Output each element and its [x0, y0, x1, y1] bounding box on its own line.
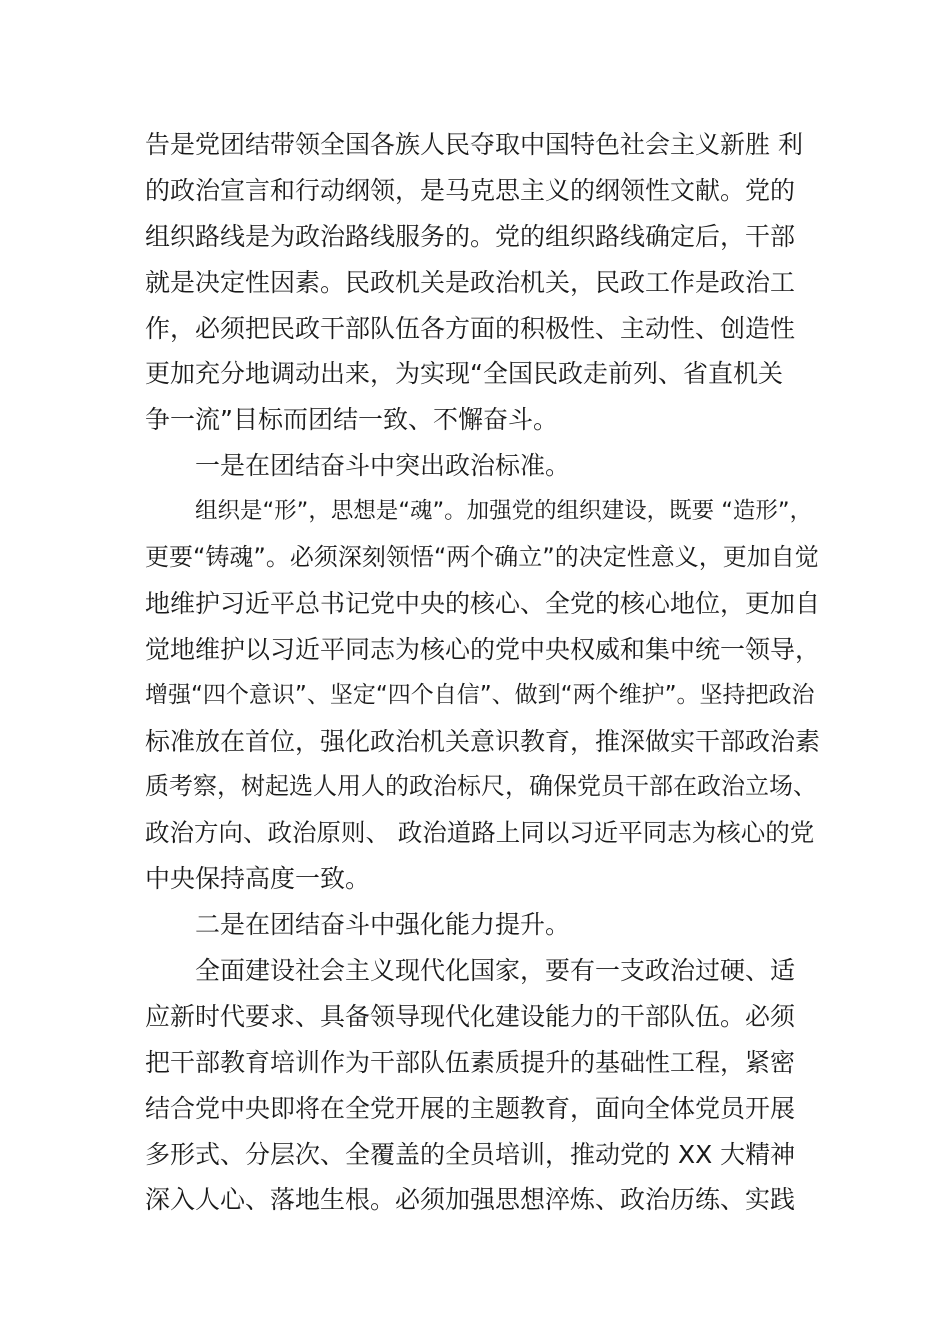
text-line: 应新时代要求、具备领导现代化建设能力的干部队伍。必须: [145, 1001, 796, 1031]
text-line: 更加充分地调动出来，为实现“全国民政走前列、省直机关: [145, 359, 783, 389]
text-line: 政治方向、政治原则、 政治道路上同以习近平同志为核心的党: [145, 818, 815, 848]
text-line: 质考察，树起选人用人的政治标尺，确保党员干部在政治立场、: [145, 772, 817, 801]
text-line: 把干部教育培训作为干部队伍素质提升的基础性工程，紧密: [145, 1047, 796, 1077]
text-line: 多形式、分层次、全覆盖的全员培训，推动党的 XX 大精神: [145, 1139, 796, 1169]
text-line: 地维护习近平总书记党中央的核心、全党的核心地位，更加自: [145, 588, 821, 618]
section-heading-1: 一是在团结奋斗中突出政治标准。: [195, 451, 571, 481]
paragraph-start: 组织是“形”，思想是“魂”。加强党的组织建设，既要 “造形”，: [195, 498, 813, 525]
text-line: 作，必须把民政干部队伍各方面的积极性、主动性、创造性: [145, 313, 796, 343]
text-line: 标准放在首位，强化政治机关意识教育，推深做实干部政治素: [145, 726, 821, 756]
text-line: 就是决定性因素。民政机关是政治机关，民政工作是政治工: [145, 267, 796, 297]
text-line: 结合党中央即将在全党开展的主题教育，面向全体党员开展: [145, 1093, 796, 1123]
document-body: [145, 122, 825, 1223]
text-line: 中央保持高度一致。: [145, 864, 371, 894]
text-line: 深入人心、落地生根。必须加强思想淬炼、政治历练、实践: [145, 1185, 796, 1215]
text-line: 的政治宣言和行动纲领，是马克思主义的纲领性文献。党的: [145, 175, 796, 205]
section-heading-2: 二是在团结奋斗中强化能力提升。: [195, 910, 571, 940]
text-line: 增强“四个意识”、坚定“四个自信”、做到“两个维护”。坚持把政治: [145, 681, 815, 708]
text-line: 更要“铸魂”。必须深刻领悟“两个确立”的决定性意义，更加自觉: [145, 543, 819, 572]
text-line: 争一流”目标而团结一致、不懈奋斗。: [145, 405, 558, 435]
paragraph-start: 全面建设社会主义现代化国家，要有一支政治过硬、适: [195, 956, 796, 986]
text-line: 告是党团结带领全国各族人民夺取中国特色社会主义新胜 利: [145, 130, 803, 159]
text-line: 组织路线是为政治路线服务的。党的组织路线确定后，干部: [145, 221, 796, 251]
text-line: 觉地维护以习近平同志为核心的党中央权威和集中统一领导，: [145, 634, 821, 664]
